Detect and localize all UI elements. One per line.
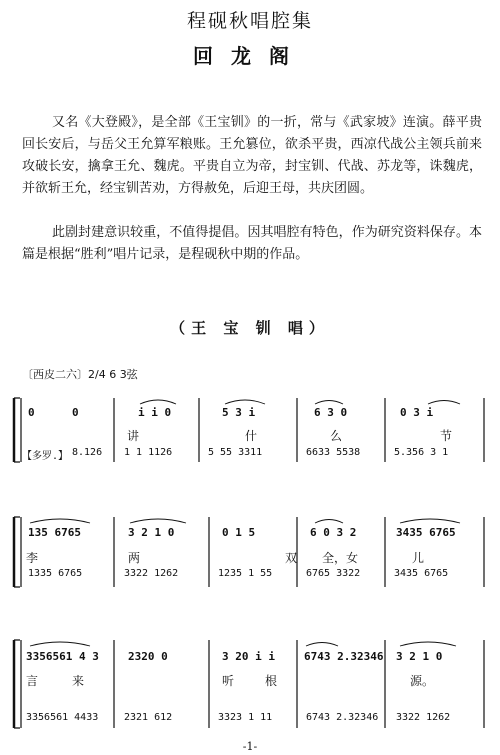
instrument-note: 1 1 1126 (124, 447, 173, 458)
vocal-note: 6 3 0 (314, 406, 348, 419)
vocal-note: 0 1 5 (222, 526, 256, 539)
vocal-note: i i 0 (138, 406, 172, 419)
lyric: 节 (440, 429, 453, 443)
vocal-note: 5 3 i (222, 406, 256, 419)
instrument-note: 8.126 (72, 447, 103, 458)
instrument-note: 6633 5538 (306, 447, 361, 458)
vocal-note: 3 2 1 0 (396, 650, 443, 663)
lyric: 听 (222, 674, 235, 688)
instrument-lead-in: 【多罗.】 (22, 451, 69, 462)
lyric: 双 (285, 551, 298, 565)
lyric: 李 (26, 551, 39, 565)
lyric: 么 (330, 429, 343, 443)
instrument-note: 3356561 4433 (26, 712, 99, 723)
lyric: 源。 (410, 674, 435, 688)
lyric: 言 (26, 674, 39, 688)
instrument-note: 6743 2.32346 (306, 712, 379, 723)
instrument-note: 3322 1262 (124, 568, 179, 579)
piece-title: 回龙阁 (193, 44, 307, 68)
instrument-note: 3435 6765 (394, 568, 449, 579)
vocal-note: 135 6765 (28, 526, 81, 539)
intro-paragraph-2: 此剧封建意识较重，不值得提倡。因其唱腔有特色，作为研究资料保存。本篇是根据“胜利”唱片记录，是程砚秋中期的作品。 (22, 225, 482, 262)
vocal-note: 3 20 i i (222, 650, 275, 663)
vocal-note: 3 2 1 0 (128, 526, 175, 539)
mode-marking: 〔西皮二六〕2/4 6 3弦 (22, 368, 138, 381)
instrument-note: 5 55 3311 (208, 447, 263, 458)
vocal-note: 0 (28, 406, 35, 419)
page-number: -1- (242, 740, 258, 753)
lyric: 两 (128, 551, 141, 565)
lyric: 根 (265, 674, 278, 688)
lyric: 来 (72, 674, 85, 688)
role-heading: （王 宝 钏 唱） (170, 319, 330, 337)
vocal-note: 0 (72, 406, 79, 419)
vocal-note: 6743 2.32346 (304, 650, 384, 663)
intro-paragraph-1: 又名《大登殿》，是全部《王宝钏》的一折，常与《武家坡》连演。薛平贵回长安后，与岳父王允算军粮账。王允篡位，欲杀平贵，西凉代战公主领兵前来攻破长安，擒拿王允、魏虎。平贵自立为帝，封宝钏、代战、苏龙等，诛魏虎，并欲斩王允，经宝钏苦劝，方得赦免，后迎王母，共庆团圆。 (22, 115, 482, 196)
lyric: 什 (245, 429, 258, 443)
lyric: 全，女 (322, 551, 359, 565)
instrument-note: 1235 1 55 (218, 568, 273, 579)
instrument-note: 6765 3322 (306, 568, 361, 579)
vocal-note: 0 3 i (400, 406, 434, 419)
instrument-note: 2321 612 (124, 712, 173, 723)
instrument-note: 3322 1262 (396, 712, 451, 723)
vocal-note: 3356561 4 3 (26, 650, 99, 663)
book-title: 程砚秋唱腔集 (186, 10, 313, 32)
instrument-note: 3323 1 11 (218, 712, 273, 723)
lyric: 讲 (127, 429, 140, 443)
vocal-note: 6 0 3 2 (310, 526, 357, 539)
lyric: 儿 (412, 551, 425, 565)
instrument-note: 5.356 3 1 (394, 447, 449, 458)
instrument-note: 1335 6765 (28, 568, 83, 579)
vocal-note: 3435 6765 (396, 526, 456, 539)
vocal-note: 2320 0 (128, 650, 168, 663)
